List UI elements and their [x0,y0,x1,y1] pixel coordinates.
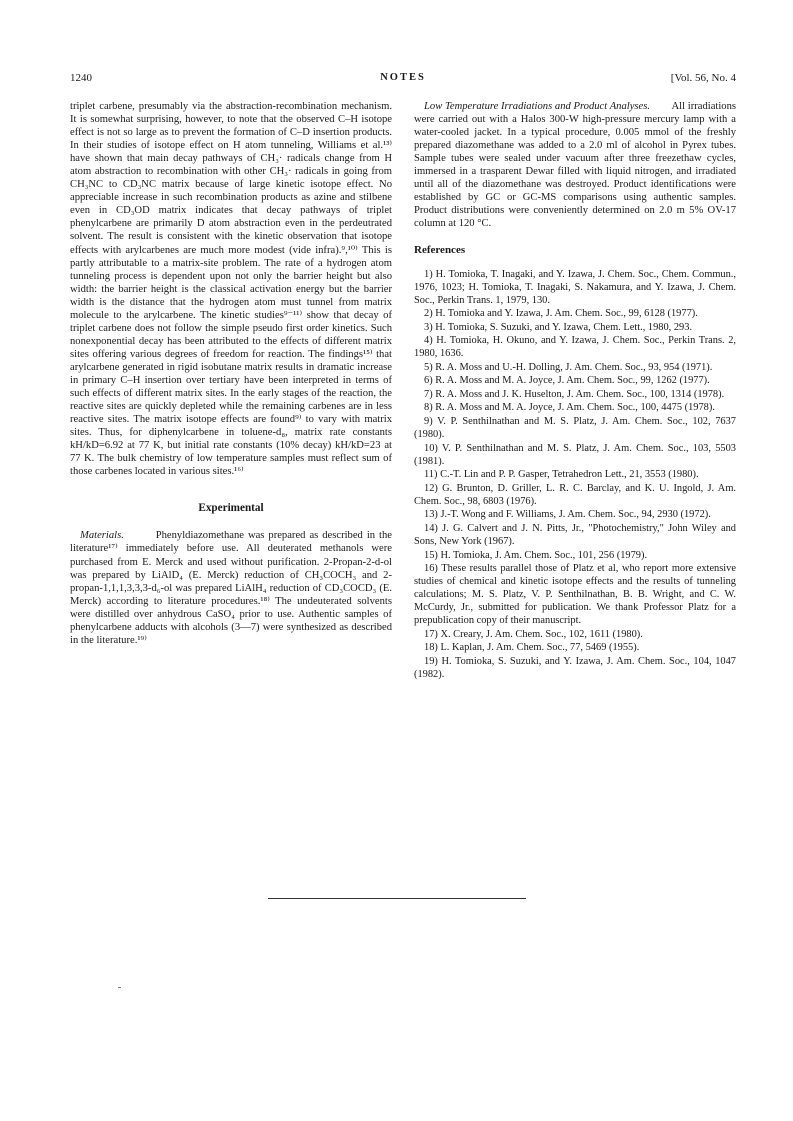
end-rule [268,898,526,899]
reference-item: 17) X. Creary, J. Am. Chem. Soc., 102, 1611 (1980). [424,628,643,640]
reference-item: 8) R. A. Moss and M. A. Joyce, J. Am. Chem. Soc., 100, 4475 (1978). [424,402,715,414]
right-column [414,100,736,681]
materials-label: Materials. [80,530,124,542]
reference-item: 5) R. A. Moss and U.-H. Dolling, J. Am. Chem. Soc., 93, 954 (1971). [424,361,713,373]
lowtemp-label: Low Temperature Irradiations and Product Analyses. [424,101,651,112]
references-heading: References [414,244,466,257]
lowtemp-text: All irradiations were carried out with a Halos 300-W high-pressure mercury lamp with a water-cooled jacket. In a typical procedure, 0.005 mmol of the freshly prepared diazomethane was added to a 2.0 ml of alcohol in Pyrex tubes. Sample tubes were sealed under vacuum after three freezethaw cycles, immersed in a trasparent Dewar filled with liquid nitrogen, and irradiated until all of the diazomethane was destroyed. Product identifications were established by GC or GC-MS comparisons using authentic samples. Product distributions were conveniently determined on 2.0 m 5% OV-17 column at 120 °C. [414,101,737,230]
reference-item: 11) C.-T. Lin and P. P. Gasper, Tetrahedron Lett., 21, 3553 (1980). [424,469,699,481]
reference-item: 12) G. Brunton, D. Griller, L. R. C. Barclay, and K. U. Ingold, J. Am. Chem. Soc., 98, 6803 (1976). [414,482,736,507]
reference-item: 13) J.-T. Wong and F. Williams, J. Am. Chem. Soc., 94, 2930 (1972). [424,509,711,521]
materials-text: Phenyldiazomethane was prepared as described in the literature¹⁷⁾ immediately before use. All deuterated methanols were purchased from E. Merck and used without purification. 2-Propan-2-d-ol was prepared by LiAlD₄ (E. Merck) reduction of CH₃COCH₃ and 2-propan-1,1,1,3,3,3-d₆-ol was prepared LiAlH₄ reduction of CD₃COCD₃ (E. Merck) according to literature procedures.¹⁸⁾ The undeuterated solvents were distilled over anhydrous CaSO₄ prior to use. Authentic samples of phenylcarbene adducts with alcohols (3—7) were synthesized as described in the literature.¹⁹⁾ [70,530,392,646]
reference-item: 9) V. P. Senthilnathan and M. S. Platz, J. Am. Chem. Soc., 102, 7637 (1980). [414,416,736,441]
print-mark [118,987,121,988]
reference-item: 15) H. Tomioka, J. Am. Chem. Soc., 101, 256 (1979). [424,549,648,561]
lowtemp-paragraph [414,100,736,230]
left-column [70,100,392,647]
reference-item: 14) J. G. Calvert and J. N. Pitts, Jr., "Photochemistry," John Wiley and Sons, New York (1967). [414,522,736,547]
page-header [70,72,736,88]
materials-paragraph [70,529,392,646]
reference-item: 3) H. Tomioka, S. Suzuki, and Y. Izawa, Chem. Lett., 1980, 293. [424,321,693,333]
reference-item: 7) R. A. Moss and J. K. Huselton, J. Am. Chem. Soc., 100, 1314 (1978). [424,388,725,400]
reference-item: 2) H. Tomioka and Y. Izawa, J. Am. Chem. Soc., 99, 6128 (1977). [424,308,698,320]
reference-item: 4) H. Tomioka, H. Okuno, and Y. Izawa, J. Chem. Soc., Perkin Trans. 2, 1980, 1636. [414,335,736,360]
volume-label: [Vol. 56, No. 4 [670,72,736,84]
reference-item: 16) These results parallel those of Platz et al, who report more extensive studies of chemical and kinetic isotope effects and the results of tunneling calculations; M. S. Platz, V. P. Senthilnathan, B. B. Wright, and C. W. McCurdy, Jr., submitted for publication. We thank Professor Platz for a prepublication copy of their manuscript. [414,563,736,627]
reference-item: 19) H. Tomioka, S. Suzuki, and Y. Izawa, J. Am. Chem. Soc., 104, 1047 (1982). [414,655,736,680]
references-list [414,268,736,681]
reference-item: 6) R. A. Moss and M. A. Joyce, J. Am. Chem. Soc., 99, 1262 (1977). [424,375,710,387]
reference-item: 18) L. Kaplan, J. Am. Chem. Soc., 77, 5469 (1955). [424,642,640,654]
reference-item: 10) V. P. Senthilnathan and M. S. Platz, J. Am. Chem. Soc., 103, 5503 (1981). [414,442,736,467]
journal-section-title: NOTES [380,72,426,83]
body-paragraph: triplet carbene, presumably via the abstraction-recombination mechanism. It is somewhat surprising, however, to note that the observed C–H isotope effect is not so large as to prevent the formation of C–D insertion products. In their studies of isotope effect on H atom tunneling, Williams et al.¹³⁾ have shown that main decay pathways of CH₃· radicals change from H atom abstraction to recombination with other CH₃· radicals in going from CH₃NC to CD₃NC matrix because of large kinetic isotope effect. No appreciable increase in such recombination products as azine and stilbene even in CD₃OD matrix indicates that decay pathways of triplet phenylcarbene are primarily D atom abstraction even in the perdeutrated solvent. The result is consistent with the kinetic observation that isotope effects with arylcarbenes are much more modest (vide infra).⁹,¹⁰⁾ This is partly attributable to a matrix-site problem. The rate of a hydrogen atom tunneling process is dependent upon not only the barrier height but also width: the barrier height is the classical activation energy but the barrier width is the distance that the hydrogen atom must tunnel from matrix molecule to the arylcarbene. The kinetic studies⁹⁻¹¹⁾ show that decay of triplet carbene does not follow the simple pseudo first order kinetics. Such nonexponential decay has been attributed to the effects of different matrix sites offering various degrees of freedom for reaction. The findings¹⁵⁾ that arylcarbene generated in rigid isobutane matrix results in dramatic increase in primary C–H insertion over tertiary have been interpreted in terms of such effects of different matrix sites. In the early stages of the reaction, the reactive sites are quickly depleted while the remaining carbenes are in less reactive sites. The matrix isotope effects are found⁹⁾ to vary with matrix sites. Thus, for diphenylcarbene in toluene-d₈, matrix rate constants kH/kD=6.92 at 77 K, but initial rate constants (10% decay) kH/kD=23 at 77 K. The bulk chemistry of low temperature samples must reflect sum of those carbenes located in various sites.¹⁶⁾ [70,101,392,478]
page-number: 1240 [70,72,92,84]
reference-item: 1) H. Tomioka, T. Inagaki, and Y. Izawa, J. Chem. Soc., Chem. Commun., 1976, 1023; H. Tomioka, T. Inagaki, S. Nakamura, and Y. Izawa, J. Chem. Soc., Perkin Trans. 1, 1979, 130. [414,268,736,306]
experimental-heading: Experimental [198,502,264,515]
